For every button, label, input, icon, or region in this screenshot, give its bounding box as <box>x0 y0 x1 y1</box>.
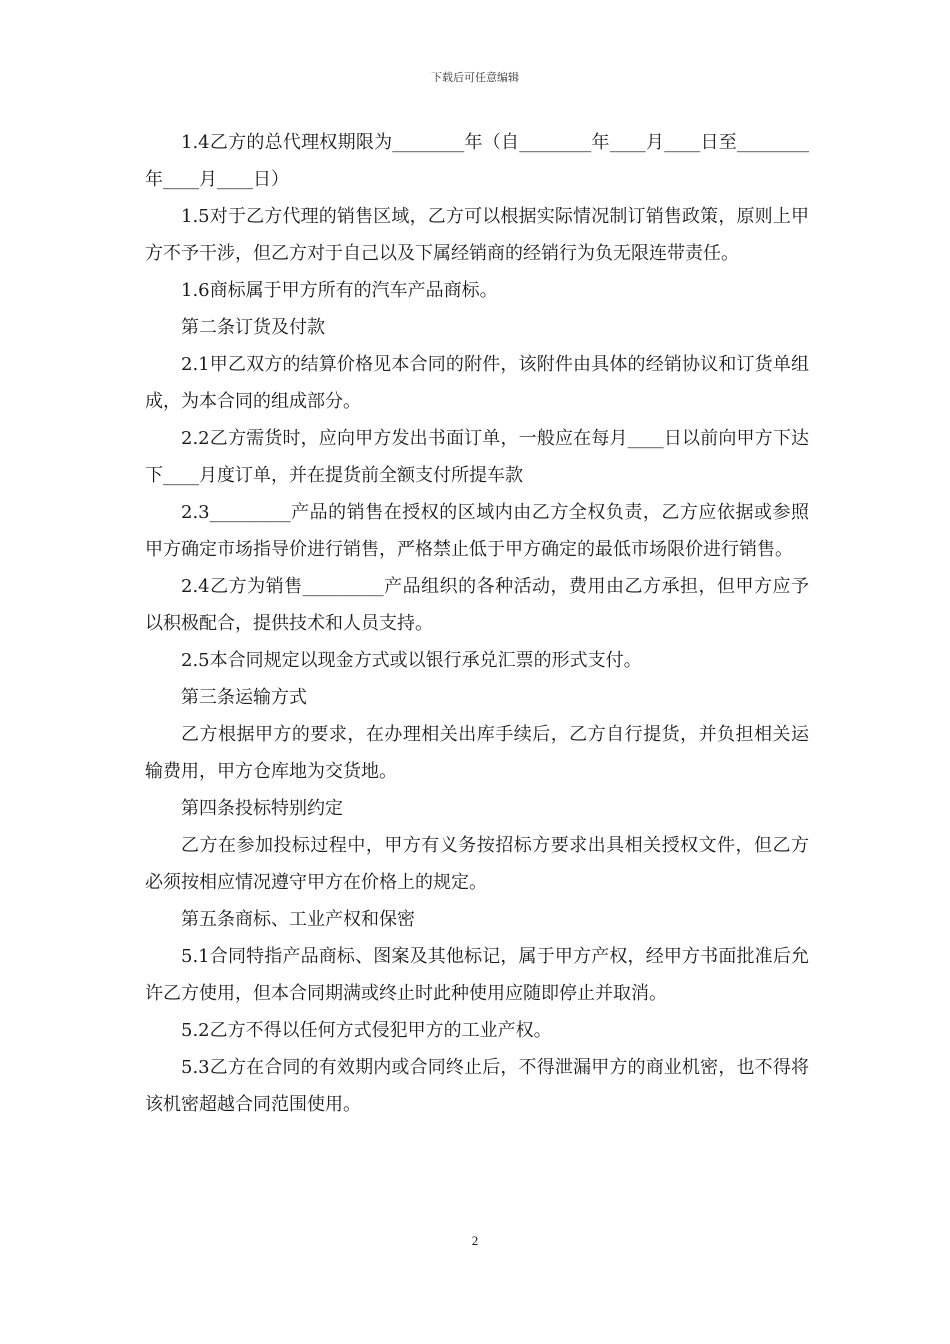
clause-2-1: 2.1甲乙双方的结算价格见本合同的附件，该附件由具体的经销协议和订货单组成，为本合同的组成部分。 <box>145 354 809 412</box>
article-3-heading: 第三条运输方式 <box>181 687 307 708</box>
clause-5-1: 5.1合同特指产品商标、图案及其他标记，属于甲方产权，经甲方书面批准后允许乙方使用，但本合同期满或终止时此种使用应随即停止并取消。 <box>145 946 809 1004</box>
clause-1-4: 1.4乙方的总代理权期限为________年（自________年____月____日至________年____月____日） <box>145 132 809 190</box>
clause-5-3: 5.3乙方在合同的有效期内或合同终止后，不得泄漏甲方的商业机密，也不得将该机密超越合同范围使用。 <box>145 1057 809 1115</box>
article-4-heading: 第四条投标特别约定 <box>181 798 343 819</box>
document-body <box>145 124 809 1123</box>
clause-2-2: 2.2乙方需货时，应向甲方发出书面订单，一般应在每月____日以前向甲方下达下____月度订单，并在提货前全额支付所提车款 <box>145 428 809 486</box>
clause-2-3: 2.3_________产品的销售在授权的区域内由乙方全权负责，乙方应依据或参照甲方确定市场指导价进行销售，严格禁止低于甲方确定的最低市场限价进行销售。 <box>145 502 809 560</box>
article-5-heading: 第五条商标、工业产权和保密 <box>181 909 415 930</box>
article-3-body: 乙方根据甲方的要求，在办理相关出库手续后，乙方自行提货，并负担相关运输费用，甲方仓库地为交货地。 <box>145 724 809 782</box>
article-4-body: 乙方在参加投标过程中，甲方有义务按招标方要求出具相关授权文件，但乙方必须按相应情况遵守甲方在价格上的规定。 <box>145 835 809 893</box>
clause-5-2: 5.2乙方不得以任何方式侵犯甲方的工业产权。 <box>181 1020 552 1041</box>
clause-1-5: 1.5对于乙方代理的销售区域，乙方可以根据实际情况制订销售政策，原则上甲方不予干涉，但乙方对于自己以及下属经销商的经销行为负无限连带责任。 <box>145 206 809 264</box>
page-number: 2 <box>471 1233 479 1248</box>
article-2-heading: 第二条订货及付款 <box>181 317 325 338</box>
clause-2-4: 2.4乙方为销售_________产品组织的各种活动，费用由乙方承担，但甲方应予以积极配合，提供技术和人员支持。 <box>145 576 809 634</box>
page-header: 下载后可任意编辑 <box>431 71 519 84</box>
clause-1-6: 1.6商标属于甲方所有的汽车产品商标。 <box>181 280 498 301</box>
clause-2-5: 2.5本合同规定以现金方式或以银行承兑汇票的形式支付。 <box>181 650 642 671</box>
